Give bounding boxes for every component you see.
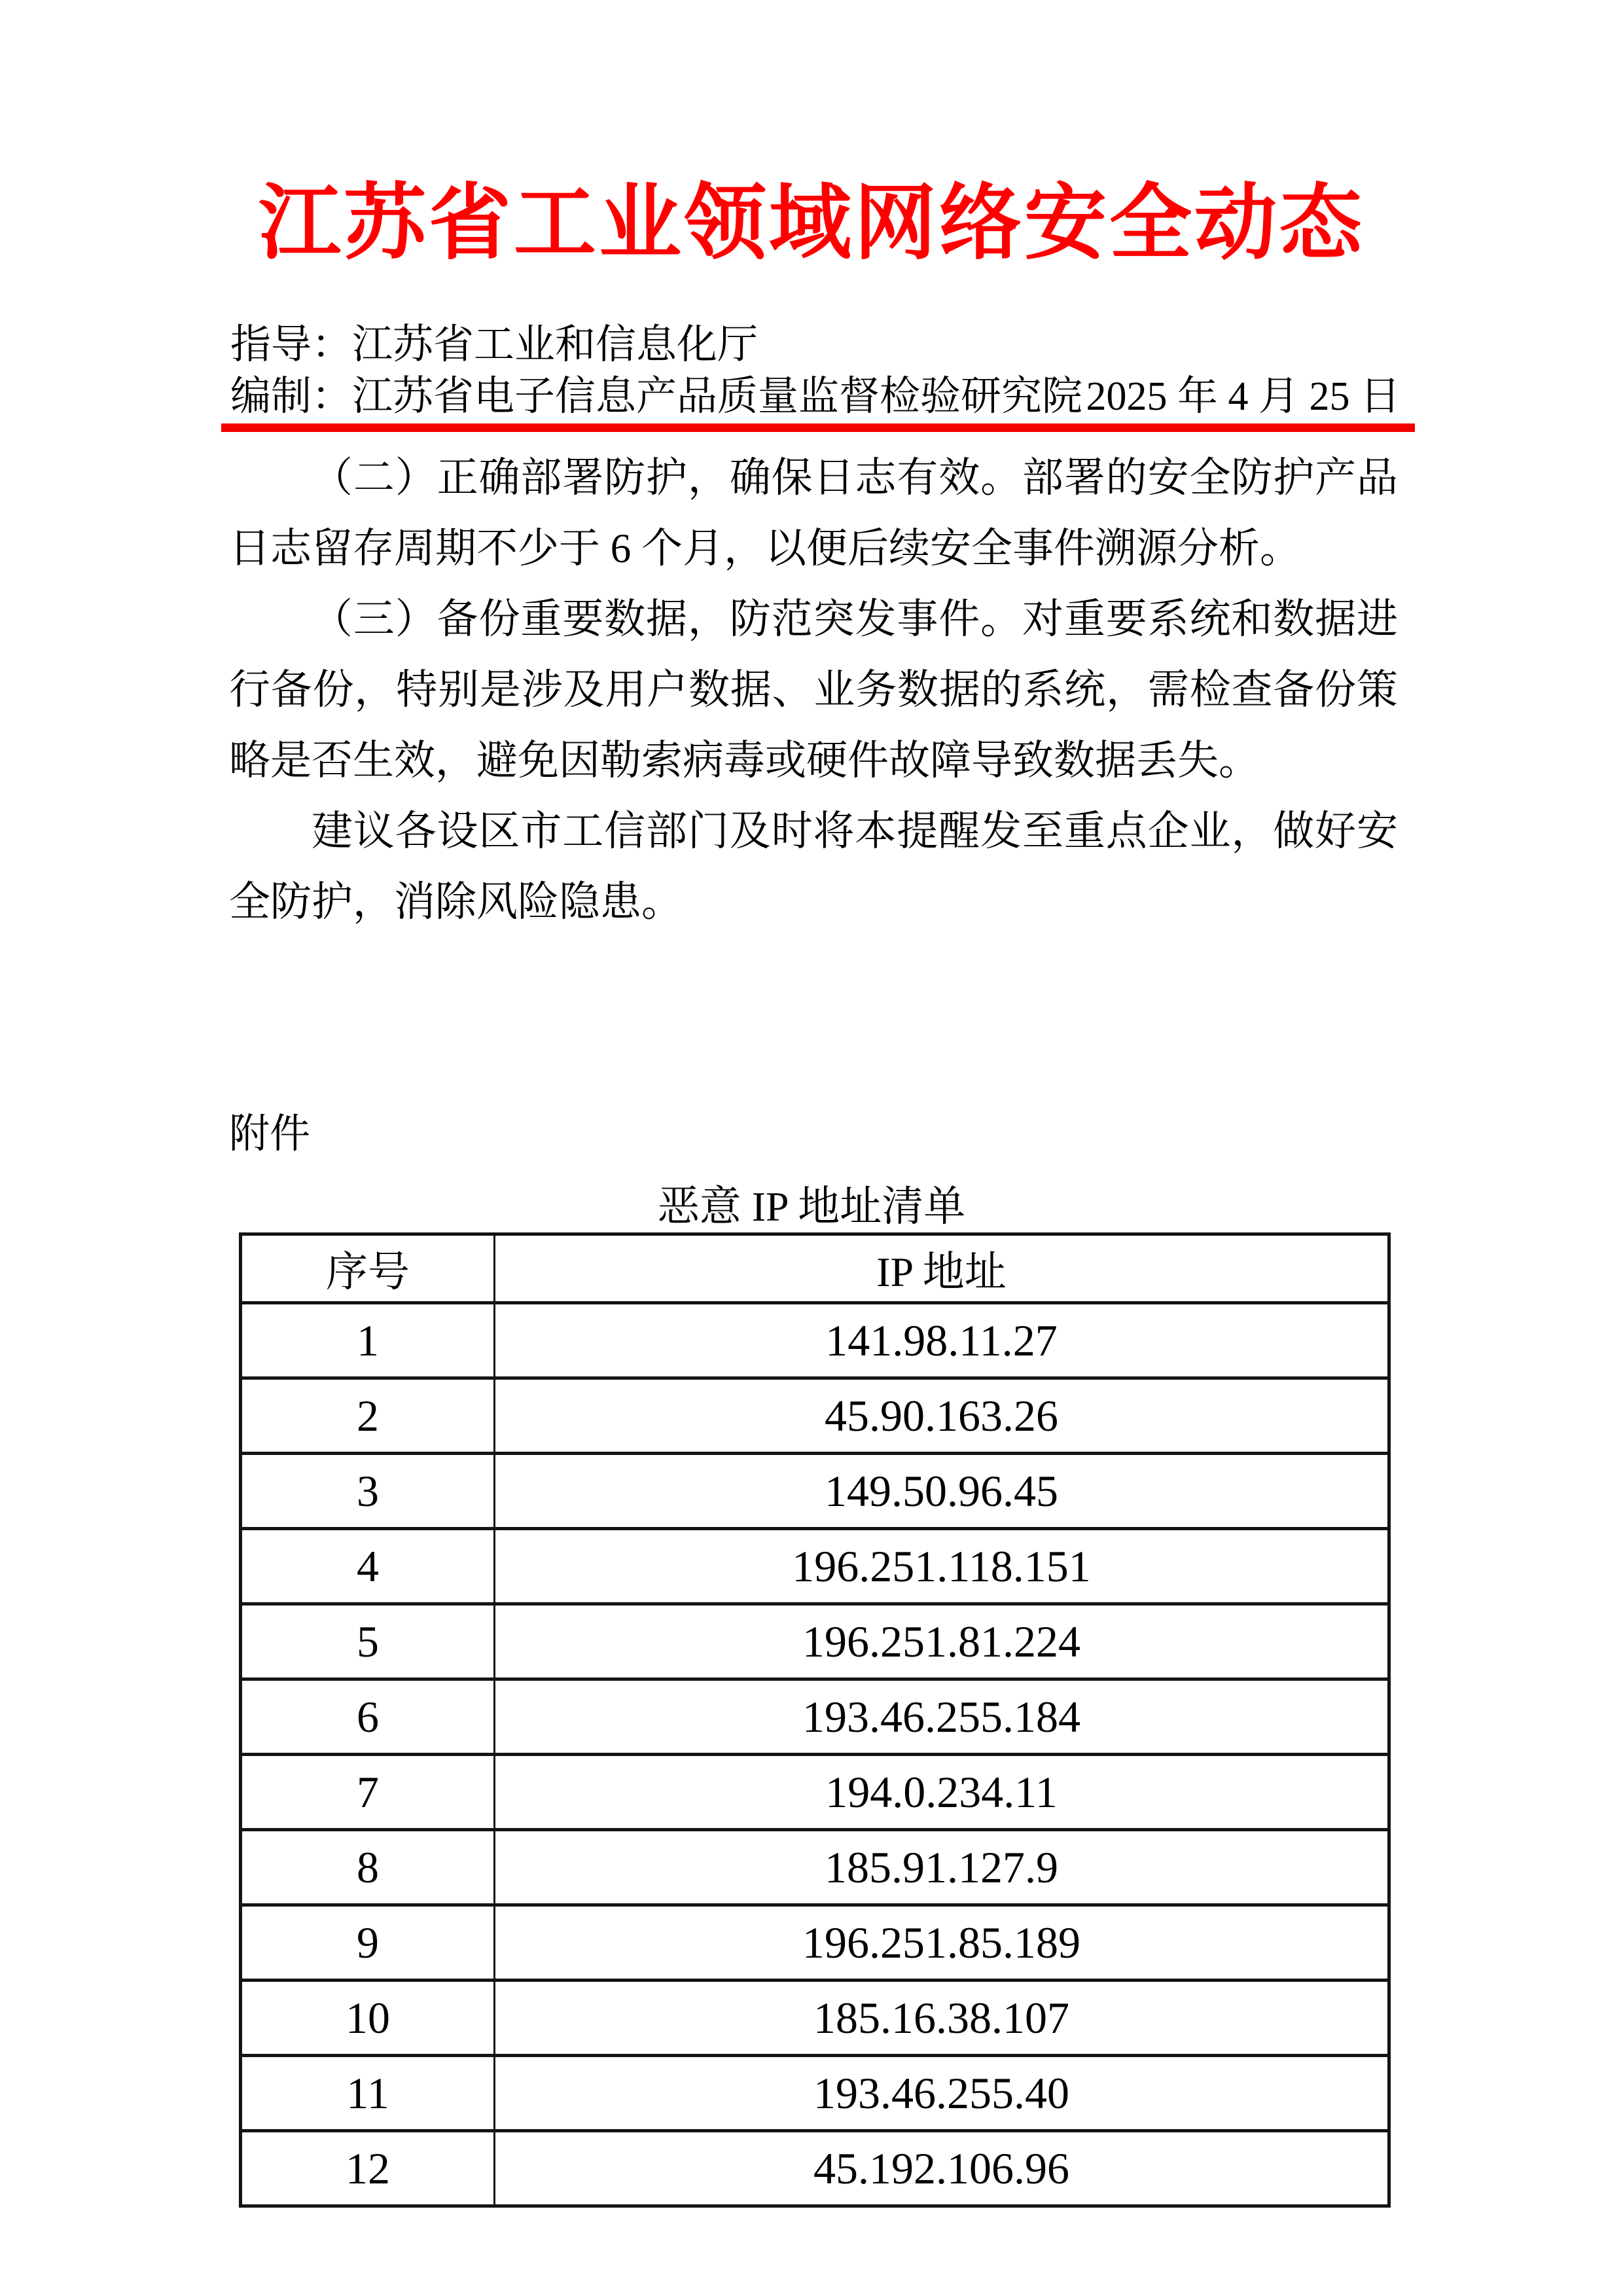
document-title: 江苏省工业领域网络安全动态 [259, 179, 1364, 270]
row-ip: 193.46.255.184 [495, 1679, 1389, 1755]
meta-block [230, 319, 1400, 423]
table-row [241, 1454, 1389, 1529]
row-no: 6 [241, 1679, 495, 1755]
table-row [241, 1378, 1389, 1454]
guidance-line: 指导：江苏省工业和信息化厅 [230, 323, 758, 367]
table-title: 恶意 IP 地址清单 [657, 1183, 966, 1230]
row-no: 10 [241, 1981, 495, 2056]
table-row [241, 1679, 1389, 1755]
row-ip: 196.251.85.189 [495, 1905, 1389, 1981]
body-paragraph: （二）正确部署防护，确保日志有效。部署的安全防护产品日志留存周期不少于 6 个月，以便后续安全事件溯源分析。 [229, 455, 1398, 571]
table-row [241, 1604, 1389, 1679]
row-no: 5 [241, 1604, 495, 1679]
table-row [241, 1303, 1389, 1378]
row-ip: 196.251.118.151 [495, 1529, 1389, 1604]
compiler-line [230, 371, 1400, 423]
ip-table [239, 1232, 1391, 2208]
table-header-row [241, 1234, 1389, 1303]
row-ip: 196.251.81.224 [495, 1604, 1389, 1679]
table-row [241, 2056, 1389, 2131]
row-ip: 185.16.38.107 [495, 1981, 1389, 2056]
row-ip: 45.192.106.96 [495, 2131, 1389, 2206]
row-ip: 141.98.11.27 [495, 1303, 1389, 1378]
table-header-no: 序号 [241, 1234, 495, 1303]
table-row [241, 1905, 1389, 1981]
row-no: 8 [241, 1830, 495, 1905]
compiler-text: 编制：江苏省电子信息产品质量监督检验研究院 [230, 374, 1083, 419]
row-ip: 149.50.96.45 [495, 1454, 1389, 1529]
row-no: 3 [241, 1454, 495, 1529]
table-row [241, 1755, 1389, 1830]
row-no: 11 [241, 2056, 495, 2131]
body-text [229, 442, 1398, 937]
date-text: 2025 年 4 月 25 日 [1086, 374, 1400, 419]
body-paragraph: 建议各设区市工信部门及时将本提醒发至重点企业，做好安全防护，消除风险隐患。 [229, 808, 1398, 925]
row-no: 4 [241, 1529, 495, 1604]
row-no: 2 [241, 1378, 495, 1454]
table-row [241, 1981, 1389, 2056]
row-ip: 185.91.127.9 [495, 1830, 1389, 1905]
table-row [241, 1529, 1389, 1604]
row-no: 9 [241, 1905, 495, 1981]
red-divider [221, 423, 1415, 432]
row-no: 1 [241, 1303, 495, 1378]
table-row [241, 2131, 1389, 2206]
row-ip: 193.46.255.40 [495, 2056, 1389, 2131]
row-ip: 45.90.163.26 [495, 1378, 1389, 1454]
row-ip: 194.0.234.11 [495, 1755, 1389, 1830]
table-header-ip: IP 地址 [495, 1234, 1389, 1303]
attachment-label: 附件 [229, 1112, 311, 1157]
row-no: 12 [241, 2131, 495, 2206]
table-row [241, 1830, 1389, 1905]
row-no: 7 [241, 1755, 495, 1830]
body-paragraph: （三）备份重要数据，防范突发事件。对重要系统和数据进行备份，特别是涉及用户数据、业务数据的系统，需检查备份策略是否生效，避免因勒索病毒或硬件故障导致数据丢失。 [229, 596, 1398, 783]
